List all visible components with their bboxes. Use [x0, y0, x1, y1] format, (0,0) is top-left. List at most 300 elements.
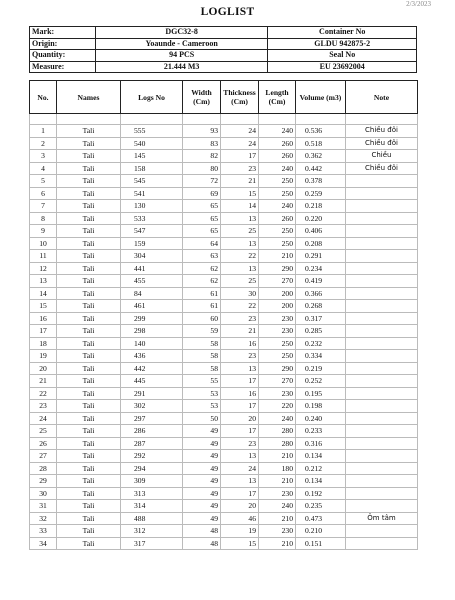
- row-volume: 0.210: [296, 525, 346, 538]
- table-row: [30, 450, 418, 463]
- row-name: Tali: [57, 137, 121, 150]
- row-thickness: 13: [221, 450, 259, 463]
- table-row: [30, 200, 418, 213]
- row-note: [346, 425, 418, 438]
- row-no: 15: [30, 300, 57, 313]
- table-row: [30, 125, 418, 138]
- row-thickness: 24: [221, 125, 259, 138]
- row-length: 260: [259, 137, 296, 150]
- table-row: [30, 487, 418, 500]
- row-logs-no: 291: [121, 387, 183, 400]
- row-logs-no: 312: [121, 525, 183, 538]
- row-volume: 0.198: [296, 400, 346, 413]
- row-logs-no: 130: [121, 200, 183, 213]
- table-row: [30, 225, 418, 238]
- row-logs-no: 541: [121, 187, 183, 200]
- row-name: Tali: [57, 462, 121, 475]
- row-width: 58: [183, 337, 221, 350]
- row-volume: 0.218: [296, 200, 346, 213]
- row-width: 60: [183, 312, 221, 325]
- table-row: [30, 300, 418, 313]
- row-thickness: 13: [221, 362, 259, 375]
- col-header-width: Width (Cm): [183, 81, 221, 114]
- table-row: [30, 175, 418, 188]
- row-note: [346, 250, 418, 263]
- row-logs-no: 304: [121, 250, 183, 263]
- row-thickness: 20: [221, 500, 259, 513]
- row-note: [346, 325, 418, 338]
- row-volume: 0.220: [296, 212, 346, 225]
- row-volume: 0.285: [296, 325, 346, 338]
- row-volume: 0.233: [296, 425, 346, 438]
- row-volume: 0.362: [296, 150, 346, 163]
- row-volume: 0.268: [296, 300, 346, 313]
- row-note: [346, 225, 418, 238]
- row-name: Tali: [57, 200, 121, 213]
- row-name: Tali: [57, 512, 121, 525]
- row-name: Tali: [57, 187, 121, 200]
- row-name: Tali: [57, 537, 121, 550]
- row-logs-no: 545: [121, 175, 183, 188]
- row-volume: 0.234: [296, 262, 346, 275]
- row-logs-no: 158: [121, 162, 183, 175]
- row-width: 58: [183, 362, 221, 375]
- mark-value: DGC32-8: [95, 27, 268, 39]
- row-logs-no: 317: [121, 537, 183, 550]
- row-width: 48: [183, 525, 221, 538]
- row-no: 10: [30, 237, 57, 250]
- row-thickness: 46: [221, 512, 259, 525]
- row-name: Tali: [57, 237, 121, 250]
- log-table: [29, 80, 418, 550]
- row-volume: 0.316: [296, 437, 346, 450]
- row-width: 58: [183, 350, 221, 363]
- row-volume: 0.252: [296, 375, 346, 388]
- row-width: 49: [183, 500, 221, 513]
- row-thickness: 20: [221, 412, 259, 425]
- table-row: [30, 250, 418, 263]
- row-volume: 0.259: [296, 187, 346, 200]
- row-thickness: 21: [221, 175, 259, 188]
- row-logs-no: 145: [121, 150, 183, 163]
- row-note: Ôm tâm: [346, 512, 418, 525]
- row-name: Tali: [57, 312, 121, 325]
- row-width: 83: [183, 137, 221, 150]
- row-logs-no: 461: [121, 300, 183, 313]
- table-row: [30, 287, 418, 300]
- row-length: 200: [259, 287, 296, 300]
- row-note: [346, 387, 418, 400]
- row-length: 290: [259, 262, 296, 275]
- row-thickness: 13: [221, 262, 259, 275]
- row-logs-no: 314: [121, 500, 183, 513]
- row-note: [346, 337, 418, 350]
- row-length: 240: [259, 500, 296, 513]
- origin-label: Origin:: [30, 38, 96, 50]
- table-row: [30, 237, 418, 250]
- row-logs-no: 297: [121, 412, 183, 425]
- row-width: 61: [183, 300, 221, 313]
- col-header-volume: Volume (m3): [296, 81, 346, 114]
- row-length: 250: [259, 175, 296, 188]
- row-thickness: 17: [221, 400, 259, 413]
- row-logs-no: 540: [121, 137, 183, 150]
- row-length: 230: [259, 525, 296, 538]
- quantity-value: 94 PCS: [95, 50, 268, 62]
- row-length: 230: [259, 325, 296, 338]
- row-no: 19: [30, 350, 57, 363]
- row-thickness: 13: [221, 475, 259, 488]
- row-volume: 0.235: [296, 500, 346, 513]
- row-name: Tali: [57, 150, 121, 163]
- row-width: 49: [183, 475, 221, 488]
- row-name: Tali: [57, 487, 121, 500]
- row-name: Tali: [57, 362, 121, 375]
- row-no: 16: [30, 312, 57, 325]
- row-width: 55: [183, 375, 221, 388]
- table-row: [30, 262, 418, 275]
- row-note: [346, 350, 418, 363]
- row-name: Tali: [57, 450, 121, 463]
- table-row: [30, 362, 418, 375]
- row-note: [346, 200, 418, 213]
- row-length: 250: [259, 337, 296, 350]
- row-name: Tali: [57, 437, 121, 450]
- row-width: 64: [183, 237, 221, 250]
- table-row: [30, 500, 418, 513]
- row-logs-no: 488: [121, 512, 183, 525]
- container-value: GLDU 942875-2: [268, 38, 417, 50]
- row-note: [346, 500, 418, 513]
- row-name: Tali: [57, 475, 121, 488]
- row-no: 8: [30, 212, 57, 225]
- row-volume: 0.334: [296, 350, 346, 363]
- row-length: 210: [259, 450, 296, 463]
- row-thickness: 25: [221, 275, 259, 288]
- row-volume: 0.317: [296, 312, 346, 325]
- row-no: 20: [30, 362, 57, 375]
- row-name: Tali: [57, 162, 121, 175]
- row-width: 93: [183, 125, 221, 138]
- table-row: [30, 212, 418, 225]
- row-no: 3: [30, 150, 57, 163]
- row-no: 4: [30, 162, 57, 175]
- row-no: 23: [30, 400, 57, 413]
- row-length: 280: [259, 425, 296, 438]
- row-length: 210: [259, 512, 296, 525]
- row-thickness: 17: [221, 375, 259, 388]
- row-logs-no: 84: [121, 287, 183, 300]
- row-length: 220: [259, 400, 296, 413]
- row-thickness: 15: [221, 187, 259, 200]
- table-row: [30, 437, 418, 450]
- row-no: 12: [30, 262, 57, 275]
- row-volume: 0.208: [296, 237, 346, 250]
- row-length: 210: [259, 250, 296, 263]
- row-note: [346, 400, 418, 413]
- row-note: [346, 312, 418, 325]
- row-name: Tali: [57, 425, 121, 438]
- row-volume: 0.518: [296, 137, 346, 150]
- row-no: 11: [30, 250, 57, 263]
- row-volume: 0.442: [296, 162, 346, 175]
- row-volume: 0.366: [296, 287, 346, 300]
- row-logs-no: 441: [121, 262, 183, 275]
- row-no: 28: [30, 462, 57, 475]
- row-logs-no: 287: [121, 437, 183, 450]
- row-volume: 0.536: [296, 125, 346, 138]
- row-width: 49: [183, 487, 221, 500]
- row-no: 27: [30, 450, 57, 463]
- row-length: 240: [259, 125, 296, 138]
- row-name: Tali: [57, 175, 121, 188]
- row-length: 280: [259, 437, 296, 450]
- row-width: 49: [183, 462, 221, 475]
- col-header-no: No.: [30, 81, 57, 114]
- col-header-length: Length (Cm): [259, 81, 296, 114]
- shipment-info-table: [29, 26, 417, 73]
- row-length: 250: [259, 350, 296, 363]
- row-volume: 0.240: [296, 412, 346, 425]
- row-name: Tali: [57, 262, 121, 275]
- row-volume: 0.151: [296, 537, 346, 550]
- row-note: Chiều: [346, 150, 418, 163]
- row-thickness: 23: [221, 162, 259, 175]
- row-thickness: 14: [221, 200, 259, 213]
- measure-label: Measure:: [30, 61, 96, 73]
- row-length: 230: [259, 312, 296, 325]
- row-width: 63: [183, 250, 221, 263]
- row-note: [346, 287, 418, 300]
- row-length: 240: [259, 162, 296, 175]
- origin-value: Yoaunde - Cameroon: [95, 38, 268, 50]
- row-volume: 0.378: [296, 175, 346, 188]
- row-thickness: 16: [221, 337, 259, 350]
- row-no: 1: [30, 125, 57, 138]
- row-length: 210: [259, 537, 296, 550]
- row-width: 53: [183, 387, 221, 400]
- row-logs-no: 294: [121, 462, 183, 475]
- row-length: 290: [259, 362, 296, 375]
- row-logs-no: 286: [121, 425, 183, 438]
- page-title: LOGLIST: [200, 6, 255, 18]
- table-row: [30, 187, 418, 200]
- row-note: [346, 300, 418, 313]
- seal-label: Seal No: [268, 50, 417, 62]
- row-logs-no: 298: [121, 325, 183, 338]
- row-length: 250: [259, 225, 296, 238]
- row-width: 50: [183, 412, 221, 425]
- row-volume: 0.291: [296, 250, 346, 263]
- table-row: [30, 400, 418, 413]
- col-header-logs-no: Logs No: [121, 81, 183, 114]
- row-volume: 0.406: [296, 225, 346, 238]
- table-row: [30, 537, 418, 550]
- row-length: 250: [259, 237, 296, 250]
- table-row: [30, 350, 418, 363]
- measure-value: 21.444 M3: [95, 61, 268, 73]
- row-width: 62: [183, 262, 221, 275]
- row-volume: 0.212: [296, 462, 346, 475]
- row-width: 80: [183, 162, 221, 175]
- table-row: [30, 325, 418, 338]
- row-thickness: 25: [221, 225, 259, 238]
- row-no: 24: [30, 412, 57, 425]
- row-name: Tali: [57, 125, 121, 138]
- row-width: 69: [183, 187, 221, 200]
- row-volume: 0.134: [296, 450, 346, 463]
- row-logs-no: 299: [121, 312, 183, 325]
- row-length: 210: [259, 475, 296, 488]
- table-row: [30, 512, 418, 525]
- row-width: 65: [183, 212, 221, 225]
- row-no: 2: [30, 137, 57, 150]
- row-note: [346, 212, 418, 225]
- quantity-label: Quantity:: [30, 50, 96, 62]
- row-note: [346, 537, 418, 550]
- row-width: 48: [183, 537, 221, 550]
- seal-value: EU 23692004: [268, 61, 417, 73]
- container-label: Container No: [268, 27, 417, 39]
- table-row: [30, 425, 418, 438]
- row-note: [346, 237, 418, 250]
- row-volume: 0.419: [296, 275, 346, 288]
- row-width: 49: [183, 437, 221, 450]
- row-no: 31: [30, 500, 57, 513]
- row-thickness: 13: [221, 212, 259, 225]
- row-name: Tali: [57, 375, 121, 388]
- row-no: 32: [30, 512, 57, 525]
- table-row: [30, 412, 418, 425]
- row-length: 230: [259, 487, 296, 500]
- row-no: 22: [30, 387, 57, 400]
- row-note: [346, 437, 418, 450]
- row-no: 33: [30, 525, 57, 538]
- row-note: [346, 475, 418, 488]
- row-thickness: 23: [221, 437, 259, 450]
- row-note: [346, 362, 418, 375]
- table-row: [30, 387, 418, 400]
- row-no: 18: [30, 337, 57, 350]
- row-name: Tali: [57, 287, 121, 300]
- table-header-row: [30, 81, 418, 114]
- row-length: 180: [259, 462, 296, 475]
- row-logs-no: 313: [121, 487, 183, 500]
- row-no: 5: [30, 175, 57, 188]
- table-row: [30, 375, 418, 388]
- row-no: 7: [30, 200, 57, 213]
- corner-date: 2/3/2023: [406, 0, 431, 8]
- row-width: 72: [183, 175, 221, 188]
- row-thickness: 15: [221, 537, 259, 550]
- row-width: 59: [183, 325, 221, 338]
- row-logs-no: 309: [121, 475, 183, 488]
- row-note: [346, 462, 418, 475]
- row-no: 21: [30, 375, 57, 388]
- row-no: 29: [30, 475, 57, 488]
- row-logs-no: 533: [121, 212, 183, 225]
- row-width: 53: [183, 400, 221, 413]
- col-header-note: Note: [346, 81, 418, 114]
- row-thickness: 17: [221, 425, 259, 438]
- row-length: 270: [259, 275, 296, 288]
- row-note: [346, 412, 418, 425]
- row-logs-no: 445: [121, 375, 183, 388]
- row-volume: 0.219: [296, 362, 346, 375]
- row-name: Tali: [57, 212, 121, 225]
- row-length: 260: [259, 212, 296, 225]
- row-name: Tali: [57, 400, 121, 413]
- row-logs-no: 547: [121, 225, 183, 238]
- row-no: 25: [30, 425, 57, 438]
- row-logs-no: 302: [121, 400, 183, 413]
- row-width: 49: [183, 450, 221, 463]
- row-no: 26: [30, 437, 57, 450]
- row-volume: 0.192: [296, 487, 346, 500]
- row-no: 34: [30, 537, 57, 550]
- row-no: 9: [30, 225, 57, 238]
- row-note: Chiều đôi: [346, 125, 418, 138]
- row-thickness: 23: [221, 350, 259, 363]
- row-thickness: 13: [221, 237, 259, 250]
- row-name: Tali: [57, 275, 121, 288]
- table-row: [30, 337, 418, 350]
- row-note: [346, 525, 418, 538]
- row-length: 260: [259, 150, 296, 163]
- col-header-names: Names: [57, 81, 121, 114]
- row-volume: 0.473: [296, 512, 346, 525]
- row-thickness: 17: [221, 487, 259, 500]
- row-name: Tali: [57, 250, 121, 263]
- table-row: [30, 150, 418, 163]
- row-no: 13: [30, 275, 57, 288]
- row-thickness: 23: [221, 312, 259, 325]
- row-volume: 0.232: [296, 337, 346, 350]
- row-thickness: 16: [221, 387, 259, 400]
- row-thickness: 22: [221, 250, 259, 263]
- row-length: 230: [259, 387, 296, 400]
- row-volume: 0.195: [296, 387, 346, 400]
- row-thickness: 30: [221, 287, 259, 300]
- row-thickness: 21: [221, 325, 259, 338]
- col-header-thickness: Thickness (Cm): [221, 81, 259, 114]
- table-row: [30, 525, 418, 538]
- mark-label: Mark:: [30, 27, 96, 39]
- row-volume: 0.134: [296, 475, 346, 488]
- row-note: Chiều đôi: [346, 162, 418, 175]
- row-no: 14: [30, 287, 57, 300]
- row-name: Tali: [57, 337, 121, 350]
- row-name: Tali: [57, 300, 121, 313]
- row-note: [346, 175, 418, 188]
- row-name: Tali: [57, 350, 121, 363]
- row-width: 65: [183, 200, 221, 213]
- row-thickness: 22: [221, 300, 259, 313]
- table-row: [30, 475, 418, 488]
- row-no: 30: [30, 487, 57, 500]
- row-note: [346, 275, 418, 288]
- row-thickness: 24: [221, 137, 259, 150]
- table-row: [30, 462, 418, 475]
- row-logs-no: 140: [121, 337, 183, 350]
- row-note: [346, 487, 418, 500]
- row-name: Tali: [57, 525, 121, 538]
- row-logs-no: 159: [121, 237, 183, 250]
- row-name: Tali: [57, 325, 121, 338]
- row-note: [346, 262, 418, 275]
- table-row: [30, 312, 418, 325]
- row-width: 49: [183, 512, 221, 525]
